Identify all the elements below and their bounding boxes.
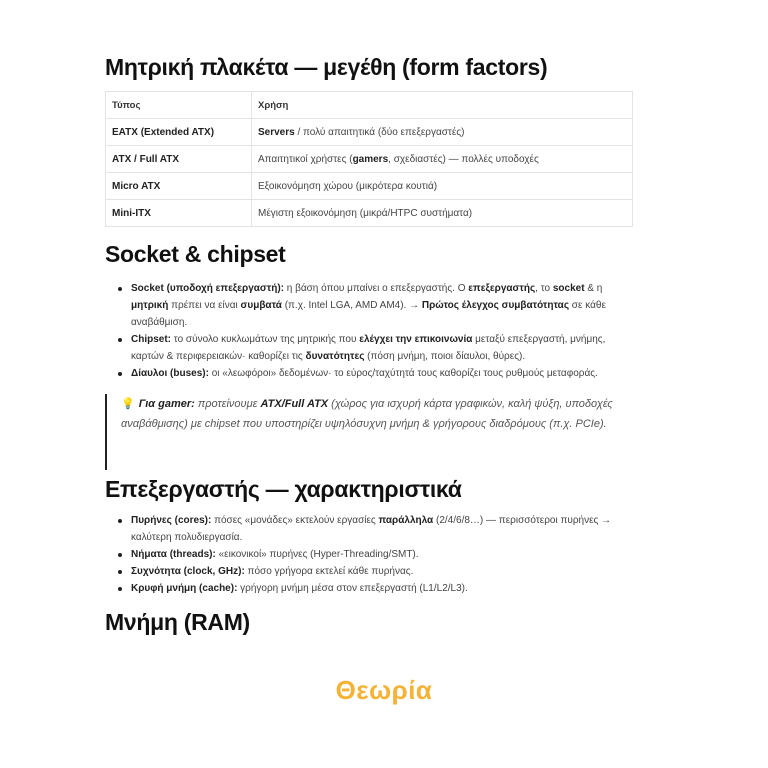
table-cell-use: Απαιτητικοί χρήστες (gamers, σχεδιαστές) — πολλές υποδοχές (252, 146, 633, 173)
list-item: Κρυφή μνήμη (cache): γρήγορη μνήμη μέσα στον επεξεργαστή (L1/L2/L3). (105, 580, 635, 597)
cpu-features-list (105, 512, 635, 597)
list-item: Chipset: το σύνολο κυκλωμάτων της μητρικής που ελέγχει την επικοινωνία μεταξύ επεξεργαστή, μνήμης, καρτών & περιφερειακών· καθορίζει τις δυνατότητες (πόση μνήμη, ποιοι δίαυλοι, θύρες). (105, 331, 635, 365)
table-row (106, 200, 633, 227)
socket-chipset-list (105, 280, 635, 382)
gamer-tip-callout: 💡 Για gamer: προτείνουμε ATX/Full ATX (χώρος για ισχυρή κάρτα γραφικών, καλή ψύξη, υποδοχές αναβάθμισης) με chipset που υποστηρίζει υψηλόσυχνη μνήμη & γρήγορους διαδρόμους (π.χ. PCIe). (105, 394, 630, 470)
list-item: Δίαυλοι (buses): οι «λεωφόροι» δεδομένων· το εύρος/ταχύτητά τους καθορίζει τους ρυθμούς μεταφοράς. (105, 365, 635, 382)
form-factors-table (105, 91, 633, 227)
socket-chipset-heading: Socket & chipset (105, 241, 286, 267)
list-item: Socket (υποδοχή επεξεργαστή): η βάση όπου μπαίνει ο επεξεργαστής. Ο επεξεργαστής, το socket & η μητρική πρέπει να είναι συμβατά (π.χ. Intel LGA, AMD AM4). → Πρώτος έλεγχος συμβατότητας σε κάθε αναβάθμιση. (105, 280, 635, 331)
list-item: Νήματα (threads): «εικονικοί» πυρήνες (Hyper-Threading/SMT). (105, 546, 635, 563)
cpu-heading: Επεξεργαστής — χαρακτηριστικά (105, 476, 462, 502)
lightbulb-icon: 💡 (121, 398, 135, 410)
table-header-row (106, 92, 633, 119)
table-cell-type: Mini-ITX (106, 200, 252, 227)
ram-heading: Μνήμη (RAM) (105, 609, 250, 635)
table-row (106, 173, 633, 200)
table-header-type: Τύπος (106, 92, 252, 119)
table-header-use: Χρήση (252, 92, 633, 119)
table-cell-type: EATX (Extended ATX) (106, 119, 252, 146)
table-cell-use: Servers / πολύ απαιτητικά (δύο επεξεργαστές) (252, 119, 633, 146)
table-cell-use: Μέγιστη εξοικονόμηση (μικρά/HTPC συστήματα) (252, 200, 633, 227)
table-cell-use: Εξοικονόμηση χώρου (μικρότερα κουτιά) (252, 173, 633, 200)
table-cell-type: ATX / Full ATX (106, 146, 252, 173)
list-item: Πυρήνες (cores): πόσες «μονάδες» εκτελούν εργασίες παράλληλα (2/4/6/8…) — περισσότεροι πυρήνες → καλύτερη πολυδιεργασία. (105, 512, 635, 546)
table-cell-type: Micro ATX (106, 173, 252, 200)
table-row (106, 146, 633, 173)
theory-label: Θεωρία (335, 675, 433, 705)
table-row (106, 119, 633, 146)
list-item: Συχνότητα (clock, GHz): πόσο γρήγορα εκτελεί κάθε πυρήνας. (105, 563, 635, 580)
form-factors-heading: Μητρική πλακέτα — μεγέθη (form factors) (105, 54, 548, 80)
